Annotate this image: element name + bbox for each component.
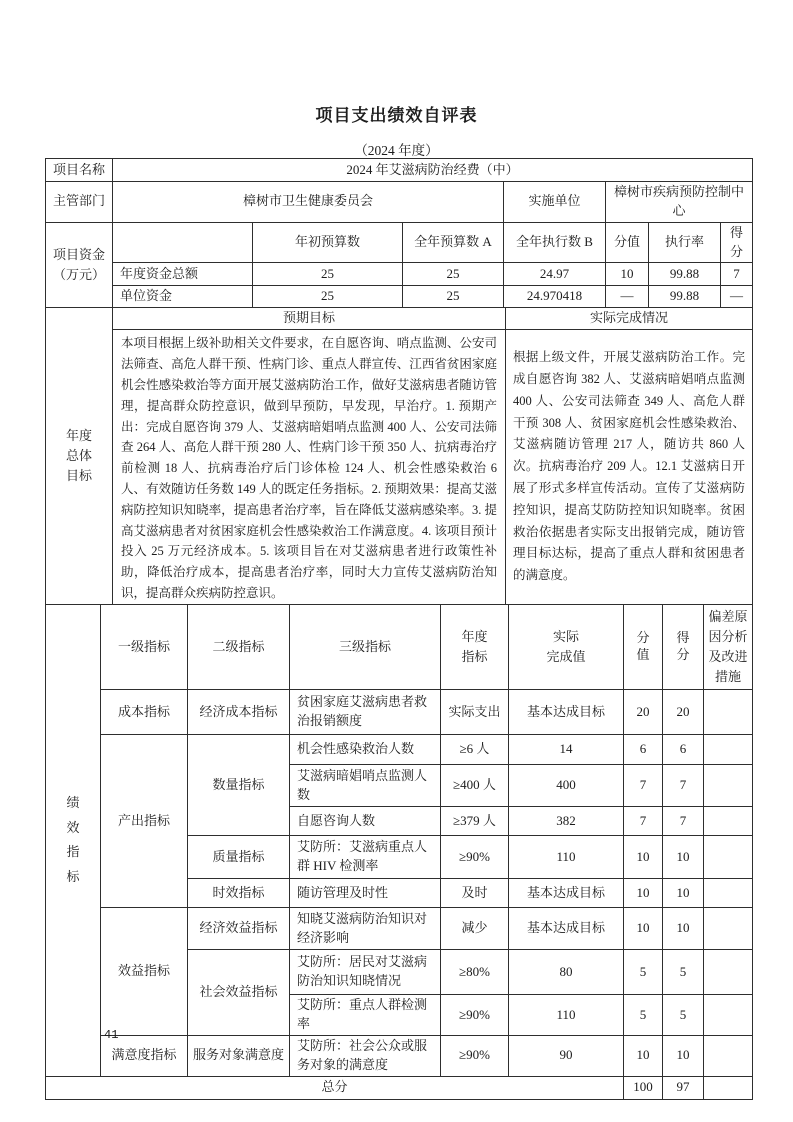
weight-cell: 5: [624, 995, 663, 1036]
level3-cell: 机会性感染救治人数: [290, 735, 441, 765]
funding-unit-score: —: [721, 286, 753, 308]
funding-unit-label: 单位资金: [113, 286, 253, 308]
funding-col-score: 得分: [721, 222, 753, 263]
indicators-section-label-text: 绩效指标: [66, 794, 80, 884]
funding-total-label: 年度资金总额: [113, 263, 253, 286]
funding-unit-weight: —: [606, 286, 649, 308]
actual-cell: 基本达成目标: [509, 690, 624, 735]
funding-total-initial: 25: [253, 263, 403, 286]
score-cell: 5: [663, 950, 704, 995]
weight-cell: 10: [624, 1035, 663, 1076]
level3-cell: 艾防所：居民对艾滋病防治知识知晓情况: [290, 950, 441, 995]
goals-label-line2: 总体: [65, 447, 92, 463]
level3-cell: 艾防所：社会公众或服务对象的满意度: [290, 1035, 441, 1076]
deviation-cell: [704, 735, 753, 765]
actual-completion-text: 根据上级文件，开展艾滋病防治工作。完成自愿咨询 382 人、艾滋病暗娼哨点监测 400 人、公安司法筛查 349 人、高危人群干预 308 人、贫困家庭机会性感染救治、艾滋病随访管理 217 人，随访共 860 人次。抗病毒治疗 209 人。12.1 艾滋病日开展了形式多样宣传活动。宣传了艾滋病防控知识，提高艾防防控知识知晓率。贫困救治依据患者实际支出报销完成，随访管理目标达标，提高了重点人群和贫困患者的满意度。: [506, 330, 753, 604]
target-cell: ≥90%: [441, 836, 509, 879]
table-row: [46, 159, 753, 182]
level3-cell: 贫困家庭艾滋病患者救治报销额度: [290, 690, 441, 735]
deviation-cell: [704, 908, 753, 950]
funding-col-executed: 全年执行数 B: [504, 222, 606, 263]
funding-col-annual: 全年预算数 A: [403, 222, 504, 263]
actual-cell: 110: [509, 836, 624, 879]
deviation-cell: [704, 879, 753, 908]
goals-content-row: [46, 330, 753, 604]
score-cell: 6: [663, 735, 704, 765]
funding-total-executed: 24.97: [504, 263, 606, 286]
actual-cell: 14: [509, 735, 624, 765]
table-row: [46, 182, 753, 223]
target-cell: ≥379 人: [441, 807, 509, 836]
deviation-cell: [704, 1035, 753, 1076]
indicators-table: [45, 604, 753, 1100]
level2-economic-benefit: 经济效益指标: [188, 908, 290, 950]
funding-header-row: [46, 222, 753, 263]
header-actual-line1: 实际: [552, 628, 579, 644]
score-cell: 10: [663, 879, 704, 908]
level3-cell: 艾防所：艾滋病重点人群 HIV 检测率: [290, 836, 441, 879]
target-cell: ≥80%: [441, 950, 509, 995]
goals-header-row: [46, 308, 753, 330]
funding-total-score: 7: [721, 263, 753, 286]
funding-unit-rate: 99.88: [649, 286, 721, 308]
target-cell: ≥90%: [441, 1035, 509, 1076]
funding-label-line2: （万元）: [52, 267, 105, 283]
level1-benefit: 效益指标: [101, 908, 188, 1036]
target-cell: ≥6 人: [441, 735, 509, 765]
goals-label-line1: 年度: [65, 427, 92, 443]
header-actual: [509, 604, 624, 690]
level2-timeliness: 时效指标: [188, 879, 290, 908]
funding-unit-row: [46, 286, 753, 308]
funding-total-annual: 25: [403, 263, 504, 286]
header-level2: 二级指标: [188, 604, 290, 690]
expected-goal-header: 预期目标: [113, 308, 506, 330]
deviation-cell: [704, 690, 753, 735]
weight-cell: 10: [624, 908, 663, 950]
level3-cell: 知晓艾滋病防治知识对经济影响: [290, 908, 441, 950]
impl-unit-label: 实施单位: [504, 182, 606, 223]
department-label: 主管部门: [46, 182, 113, 223]
level1-satisfaction: 满意度指标: [101, 1035, 188, 1076]
weight-cell: 10: [624, 879, 663, 908]
target-cell: 减少: [441, 908, 509, 950]
score-cell: 7: [663, 765, 704, 807]
page-title: 项目支出绩效自评表: [315, 106, 478, 125]
header-deviation: 偏差原因分析及改进措施: [704, 604, 753, 690]
total-score: 97: [663, 1076, 704, 1099]
actual-completion-header: 实际完成情况: [506, 308, 753, 330]
target-cell: 及时: [441, 879, 509, 908]
funding-col-initial: 年初预算数: [253, 222, 403, 263]
funding-unit-initial: 25: [253, 286, 403, 308]
indicator-row-satisfaction: [46, 1035, 753, 1076]
actual-cell: 80: [509, 950, 624, 995]
total-deviation-cell: [704, 1076, 753, 1099]
score-cell: 7: [663, 807, 704, 836]
score-cell: 10: [663, 908, 704, 950]
header-actual-line2: 完成值: [546, 649, 586, 665]
weight-cell: 5: [624, 950, 663, 995]
goals-label: [46, 308, 113, 604]
indicator-row-cost: [46, 690, 753, 735]
header-target-line2: 指标: [461, 649, 488, 665]
weight-cell: 7: [624, 807, 663, 836]
total-weight: 100: [624, 1076, 663, 1099]
header-weight-text: 分值: [636, 629, 650, 662]
deviation-cell: [704, 765, 753, 807]
funding-total-row: [46, 263, 753, 286]
indicators-section-label: [46, 604, 101, 1076]
header-score-text: 得分: [676, 629, 690, 662]
level2-quality: 质量指标: [188, 836, 290, 879]
header-level3: 三级指标: [290, 604, 441, 690]
actual-cell: 基本达成目标: [509, 908, 624, 950]
department-value: 樟树市卫生健康委员会: [113, 182, 504, 223]
level2-service-satisfaction: 服务对象满意度: [188, 1035, 290, 1076]
deviation-cell: [704, 995, 753, 1036]
score-cell: 10: [663, 836, 704, 879]
actual-cell: 400: [509, 765, 624, 807]
indicators-header-row: [46, 604, 753, 690]
info-funding-table: [45, 158, 753, 308]
project-name-label: 项目名称: [46, 159, 113, 182]
weight-cell: 20: [624, 690, 663, 735]
funding-col-weight: 分值: [606, 222, 649, 263]
header-weight: [624, 604, 663, 690]
level2-social-benefit: 社会效益指标: [188, 950, 290, 1036]
score-cell: 5: [663, 995, 704, 1036]
level1-cost: 成本指标: [101, 690, 188, 735]
header-level1: 一级指标: [101, 604, 188, 690]
funding-label: [46, 222, 113, 308]
actual-cell: 基本达成目标: [509, 879, 624, 908]
funding-unit-annual: 25: [403, 286, 504, 308]
indicator-row: [46, 908, 753, 950]
total-label: 总分: [46, 1076, 624, 1099]
level1-output: 产出指标: [101, 735, 188, 908]
level2-quantity: 数量指标: [188, 735, 290, 836]
level2-economic-cost: 经济成本指标: [188, 690, 290, 735]
weight-cell: 7: [624, 765, 663, 807]
actual-cell: 110: [509, 995, 624, 1036]
header-target: [441, 604, 509, 690]
total-row: [46, 1076, 753, 1099]
evaluation-table: [45, 158, 752, 1100]
weight-cell: 6: [624, 735, 663, 765]
weight-cell: 10: [624, 836, 663, 879]
funding-col-rate: 执行率: [649, 222, 721, 263]
header-score: [663, 604, 704, 690]
funding-unit-executed: 24.970418: [504, 286, 606, 308]
goals-label-line3: 目标: [65, 468, 92, 484]
deviation-cell: [704, 950, 753, 995]
level3-cell: 艾防所：重点人群检测率: [290, 995, 441, 1036]
score-cell: 20: [663, 690, 704, 735]
page-number: 41: [104, 1028, 119, 1042]
level3-cell: 艾滋病暗娼哨点监测人数: [290, 765, 441, 807]
funding-blank-cell: [113, 222, 253, 263]
expected-goal-text: 本项目根据上级补助相关文件要求，在自愿咨询、哨点监测、公安司法筛查、高危人群干预、性病门诊、重点人群宣传、江西省贫困家庭机会性感染救治等方面开展艾滋病防治工作，做好艾滋病患者随访管理，提高群众防控意识，做到早预防，早发现，早治疗。1. 预期产出：完成自愿咨询 379 人、艾滋病暗娼哨点监测 400 人、公安司法筛查 264 人、高危人群干预 280 人、性病门诊干预 350 人、抗病毒治疗前检测 18 人、抗病毒治疗后门诊体检 124 人、机会性感染救治 6 人、有效随访任务数 149 人的既定任务指标。2. 预期效果：提高艾滋病防控知识知晓率，提高患者治疗率，旨在降低艾滋病感染率。3. 提高艾滋病患者对贫困家庭机会性感染救治工作满意度。4. 该项目预计投入 25 万元经济成本。5. 该项目旨在对艾滋病患者进行政策性补助，降低治疗成本，提高患者治疗率，同时大力宣传艾滋病防治知识，提高群众疾病防控意识。: [113, 330, 506, 604]
target-cell: 实际支出: [441, 690, 509, 735]
impl-unit-value: 樟树市疾病预防控制中心: [606, 182, 753, 223]
page-subtitle: （2024 年度）: [354, 143, 439, 158]
indicator-row: [46, 735, 753, 765]
funding-label-line1: 项目资金: [52, 246, 105, 262]
level3-cell: 随访管理及时性: [290, 879, 441, 908]
header-target-line1: 年度: [461, 628, 488, 644]
goals-table: [45, 307, 753, 604]
deviation-cell: [704, 836, 753, 879]
score-cell: 10: [663, 1035, 704, 1076]
target-cell: ≥90%: [441, 995, 509, 1036]
funding-total-weight: 10: [606, 263, 649, 286]
actual-cell: 90: [509, 1035, 624, 1076]
deviation-cell: [704, 807, 753, 836]
actual-cell: 382: [509, 807, 624, 836]
funding-total-rate: 99.88: [649, 263, 721, 286]
level3-cell: 自愿咨询人数: [290, 807, 441, 836]
project-name-value: 2024 年艾滋病防治经费（中）: [113, 159, 753, 182]
target-cell: ≥400 人: [441, 765, 509, 807]
